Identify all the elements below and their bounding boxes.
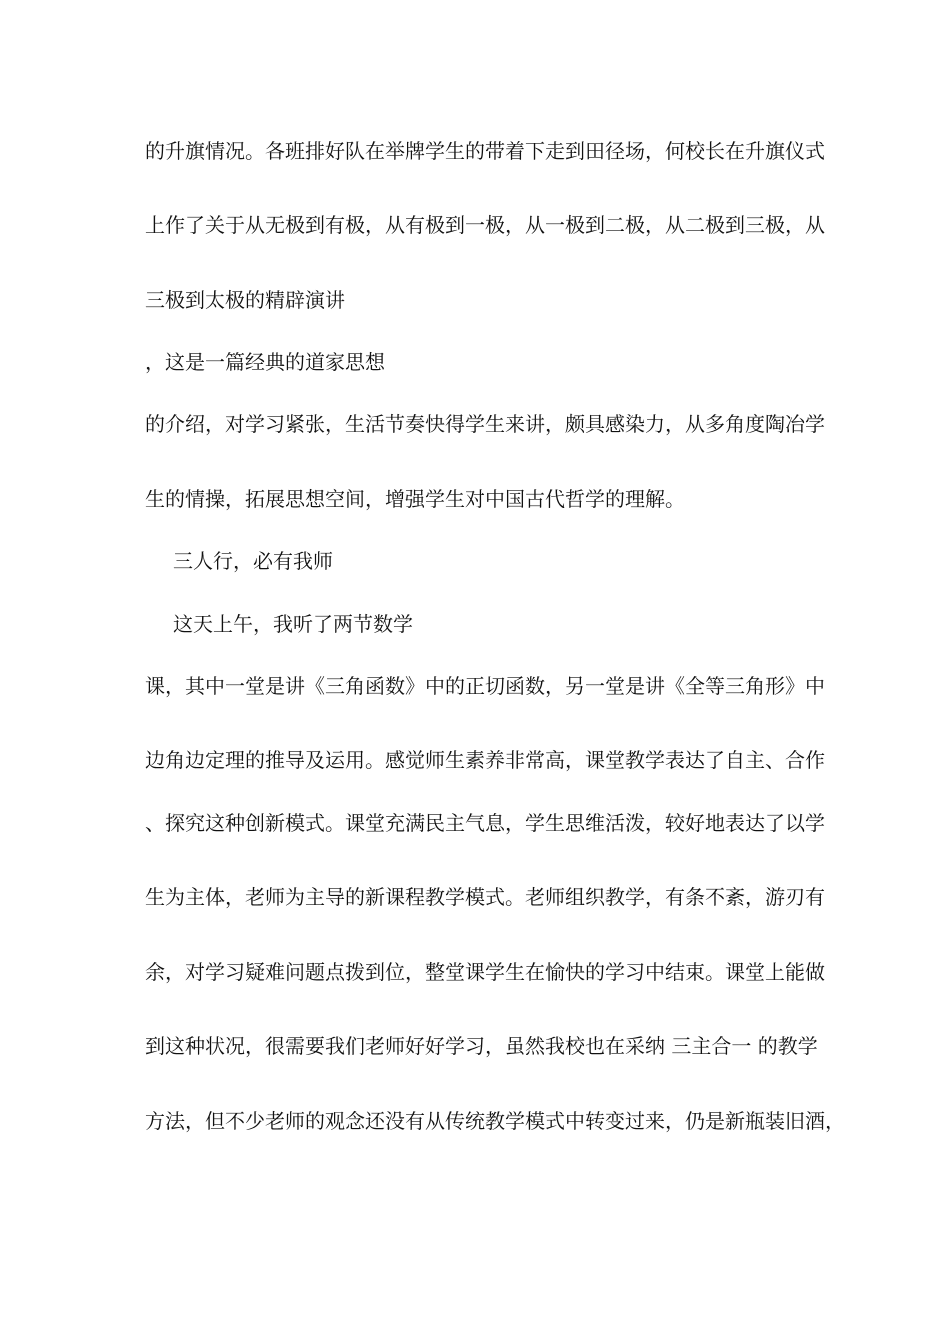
text-line: 边角边定理的推导及运用。感觉师生素养非常高，课堂教学表达了自主、合作: [145, 748, 825, 772]
text-line: ，这是一篇经典的道家思想: [145, 350, 385, 374]
section-heading: 三人行，必有我师: [173, 549, 333, 573]
text-line: 三极到太极的精辟演讲: [145, 288, 345, 312]
text-line: 上作了关于从无极到有极，从有极到一极，从一极到二极，从二极到三极，从: [145, 213, 825, 237]
text-line: 余，对学习疑难问题点拨到位，整堂课学生在愉快的学习中结束。课堂上能做: [145, 960, 825, 984]
text-line: 到这种状况，很需要我们老师好好学习，虽然我校也在采纳 三主合一 的教学: [145, 1034, 818, 1058]
text-line: 课，其中一堂是讲《三角函数》中的正切函数，另一堂是讲《全等三角形》中: [145, 674, 825, 698]
text-line: 的介绍，对学习紧张，生活节奏快得学生来讲，颇具感染力，从多角度陶冶学: [145, 412, 825, 436]
text-line: 生为主体，老师为主导的新课程教学模式。老师组织教学，有条不紊，游刃有: [145, 885, 825, 909]
text-line: 方法，但不少老师的观念还没有从传统教学模式中转变过来，仍是新瓶装旧酒，: [145, 1109, 845, 1133]
text-line: 的升旗情况。各班排好队在举牌学生的带着下走到田径场，何校长在升旗仪式: [145, 139, 825, 163]
text-line: 、探究这种创新模式。课堂充满民主气息，学生思维活泼，较好地表达了以学: [145, 811, 825, 835]
text-line: 生的情操，拓展思想空间，增强学生对中国古代哲学的理解。: [145, 487, 685, 511]
paragraph-start: 这天上午，我听了两节数学: [173, 612, 413, 636]
